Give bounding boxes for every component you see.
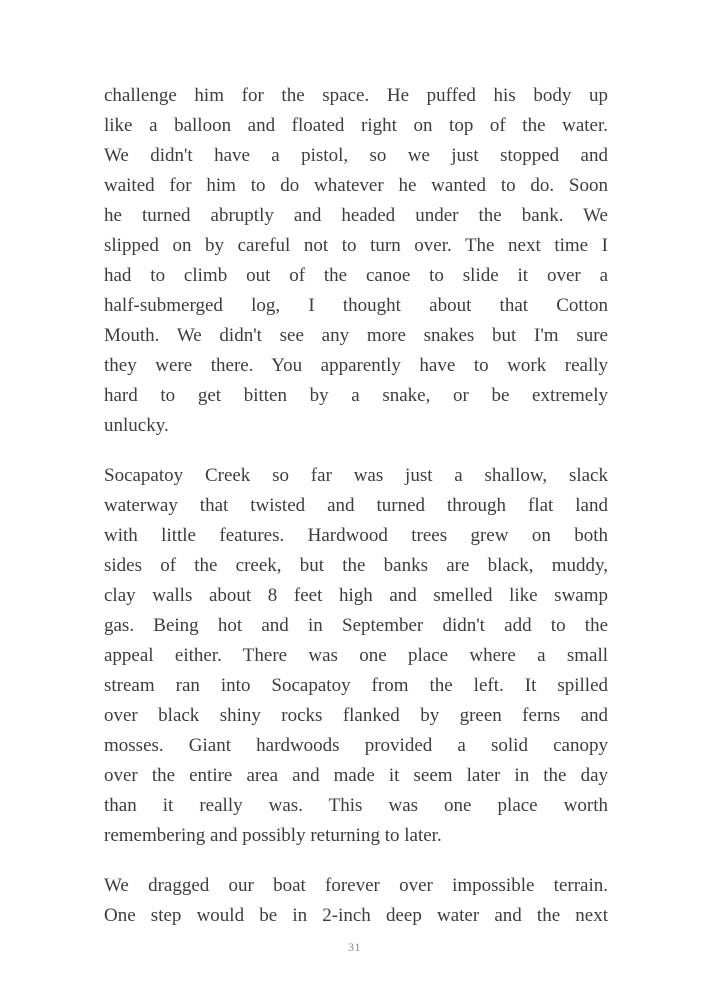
text-line: gas. Being hot and in September didn't add to the: [104, 615, 608, 636]
text-line: We didn't have a pistol, so we just stopped and: [104, 145, 608, 166]
paragraph: [104, 81, 608, 441]
text-line: slipped on by careful not to turn over. The next time I: [104, 235, 608, 256]
text-line: they were there. You apparently have to work really: [104, 355, 608, 376]
text-line: appeal either. There was one place where a small: [104, 645, 608, 666]
text-line: Socapatoy Creek so far was just a shallow, slack: [104, 465, 608, 486]
text-line: challenge him for the space. He puffed his body up: [104, 85, 608, 106]
text-line: hard to get bitten by a snake, or be extremely: [104, 385, 608, 406]
text-line: stream ran into Socapatoy from the left. It spilled: [104, 675, 608, 696]
paragraph: [104, 871, 608, 931]
text-line: mosses. Giant hardwoods provided a solid canopy: [104, 735, 608, 756]
text-line: over the entire area and made it seem later in the day: [104, 765, 608, 786]
text-line: had to climb out of the canoe to slide it over a: [104, 265, 608, 286]
text-line: One step would be in 2-inch deep water and the next: [104, 905, 608, 926]
text-line: We dragged our boat forever over impossible terrain.: [104, 875, 608, 896]
text-line: like a balloon and floated right on top of the water.: [104, 115, 608, 136]
paragraph: [104, 461, 608, 851]
text-line: waterway that twisted and turned through flat land: [104, 495, 608, 516]
text-line: over black shiny rocks flanked by green ferns and: [104, 705, 608, 726]
text-block: [104, 81, 608, 951]
text-line: unlucky.: [104, 415, 169, 436]
text-line: sides of the creek, but the banks are black, muddy,: [104, 555, 608, 576]
text-line: waited for him to do whatever he wanted to do. Soon: [104, 175, 608, 196]
text-line: Mouth. We didn't see any more snakes but I'm sure: [104, 325, 608, 346]
text-line: half-submerged log, I thought about that Cotton: [104, 295, 608, 316]
text-line: clay walls about 8 feet high and smelled like swamp: [104, 585, 608, 606]
text-line: remembering and possibly returning to later.: [104, 825, 442, 846]
text-line: than it really was. This was one place worth: [104, 795, 608, 816]
text-line: with little features. Hardwood trees grew on both: [104, 525, 608, 546]
text-line: he turned abruptly and headed under the bank. We: [104, 205, 608, 226]
page-number: 31: [348, 940, 361, 954]
